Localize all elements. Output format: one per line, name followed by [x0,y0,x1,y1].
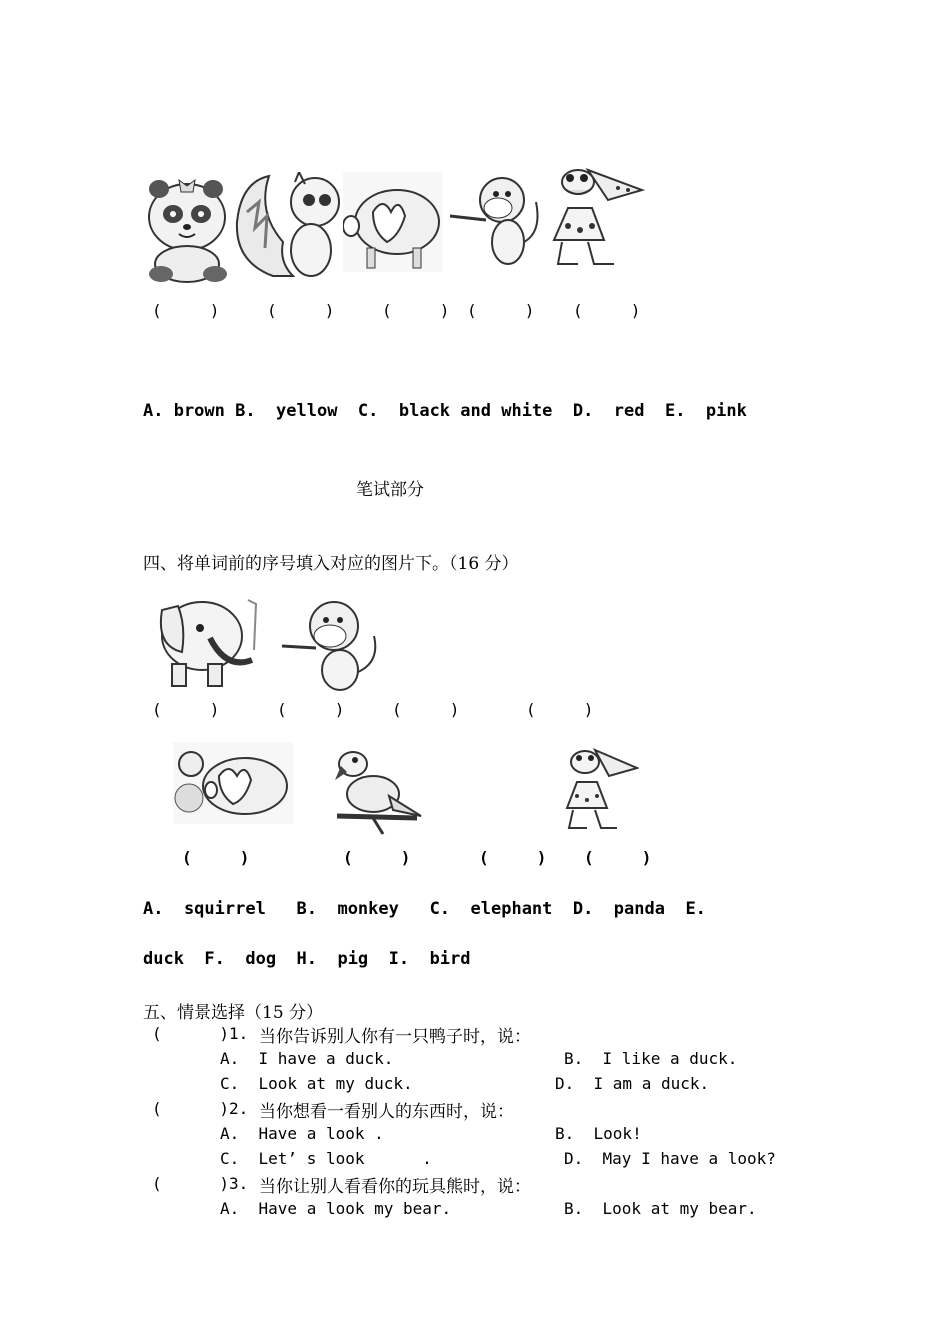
pig-picture-2 [173,742,293,824]
panda-icon [143,172,231,285]
panda-picture-1 [143,172,231,285]
word-options-line-1: A. squirrel B. monkey C. elephant D. panda E. [143,899,706,919]
squirrel-picture-1 [233,172,343,280]
q2-option-c: C. Let’ s look . [220,1149,432,1168]
monkey-icon [280,596,384,692]
elephant-picture [156,590,260,690]
q2-prompt: 当你想看一看别人的东西时，说： [259,1102,514,1122]
monkey-picture-1 [446,172,546,272]
q2-number: 2. [229,1099,249,1118]
q2-option-b: B. Look! [555,1124,642,1143]
pig-icon [343,172,443,272]
q1-option-d: D. I am a duck. [555,1074,710,1093]
q1-option-b: B. I like a duck. [564,1049,738,1068]
answer-blank[interactable]: ( ) [467,301,535,320]
answer-blank[interactable]: ( ) [584,848,652,867]
answer-blank[interactable]: ( ) [343,848,411,867]
duck-icon [548,160,646,272]
duck-picture-2 [561,742,639,832]
q3-number: 3. [229,1174,249,1193]
q1-prompt: 当你告诉别人你有一只鸭子时，说： [259,1027,531,1047]
answer-blank[interactable]: ( ) [382,301,450,320]
section-5-title: 五、情景选择（15 分） [143,1003,324,1023]
answer-blank[interactable]: ( ) [182,848,250,867]
duck-icon [561,742,639,832]
section-title-written: 笔试部分 [356,480,424,500]
answer-blank[interactable]: ( ) [277,700,345,719]
answer-blank[interactable]: ( ) [573,301,641,320]
pig-icon [173,742,293,824]
q2-option-a: A. Have a look . [220,1124,384,1143]
q1-option-a: A. I have a duck. [220,1049,394,1068]
answer-blank[interactable]: ( ) [152,700,220,719]
answer-blank[interactable]: ( ) [392,700,460,719]
bird-icon [333,746,423,838]
pig-picture-1 [343,172,443,272]
word-options-line-2: duck F. dog H. pig I. bird [143,949,471,969]
monkey-picture-2 [280,596,384,692]
answer-blank[interactable]: ( ) [152,301,220,320]
answer-blank[interactable]: ( ) [526,700,594,719]
q1-number: 1. [229,1024,249,1043]
elephant-icon [156,590,260,690]
bird-picture [333,746,423,838]
q3-option-b: B. Look at my bear. [564,1199,757,1218]
q3-prompt: 当你让别人看看你的玩具熊时，说： [259,1177,531,1197]
q1-option-c: C. Look at my duck. [220,1074,413,1093]
monkey-icon [446,172,546,272]
section-4-title: 四、将单词前的序号填入对应的图片下。（16 分） [143,554,519,574]
answer-blank-q3[interactable]: ( ) [152,1174,230,1193]
answer-blank[interactable]: ( ) [479,848,547,867]
duck-picture-1 [548,160,646,272]
squirrel-icon [233,172,343,280]
answer-blank[interactable]: ( ) [267,301,335,320]
color-options: A. brown B. yellow C. black and white D. red E. pink [143,401,747,421]
q3-option-a: A. Have a look my bear. [220,1199,452,1218]
answer-blank-q1[interactable]: ( ) [152,1024,230,1043]
q2-option-d: D. May I have a look? [564,1149,776,1168]
answer-blank-q2[interactable]: ( ) [152,1099,230,1118]
